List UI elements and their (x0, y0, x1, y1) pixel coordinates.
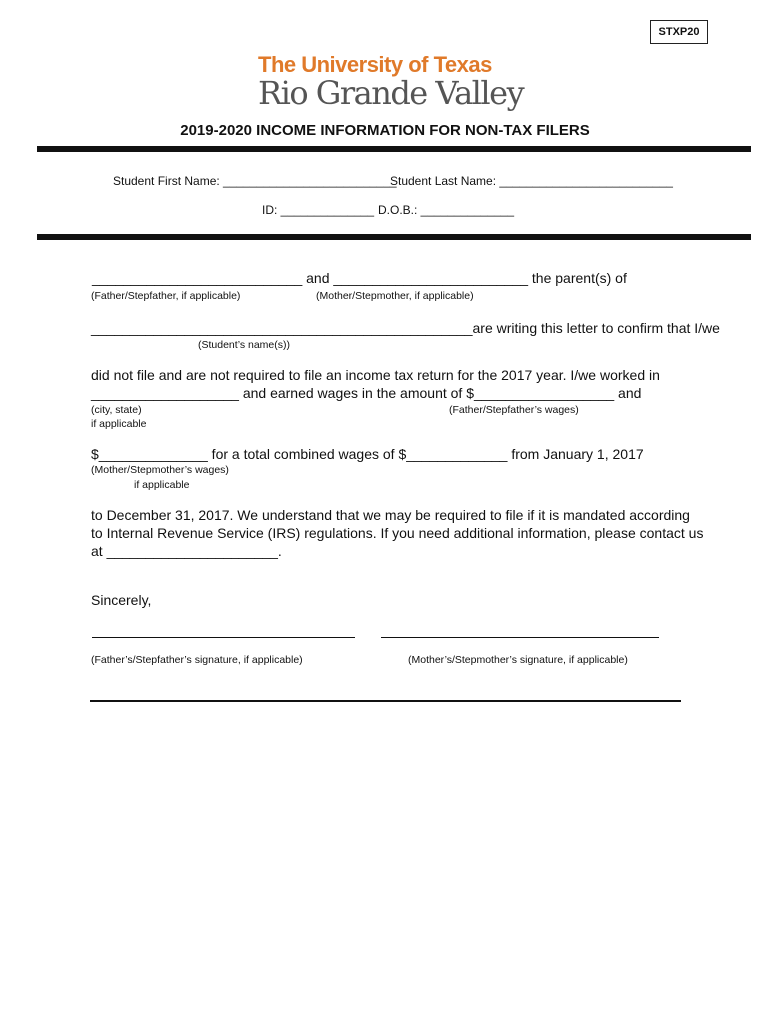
page-title: 2019-2020 INCOME INFORMATION FOR NON-TAX FILERS (180, 122, 590, 139)
father-label: (Father/Stepfather, if applicable) (91, 290, 241, 302)
student-dob-field[interactable]: D.O.B.: ______________ (378, 203, 515, 217)
city-state-label: (city, state) (91, 404, 142, 416)
student-first-name-field[interactable]: Student First Name: __________________________ (113, 174, 397, 188)
body-line-6: to December 31, 2017. We understand that we may be required to file if it is mandated according (91, 507, 690, 523)
mother-signature-label: (Mother’s/Stepmother’s signature, if applicable) (408, 654, 628, 666)
contact-line[interactable]: at ______________________. (91, 543, 282, 559)
student-id-field[interactable]: ID: ______________ (262, 203, 375, 217)
student-name-line[interactable]: _________________________________________________are writing this letter to confirm that I/we (91, 320, 720, 336)
body-line-3: did not file and are not required to file an income tax return for the 2017 year. I/we worked in (91, 367, 660, 383)
father-signature-label: (Father’s/Stepfather’s signature, if applicable) (91, 654, 303, 666)
student-name-label: (Student’s name(s)) (198, 339, 291, 351)
footer-rule (90, 700, 681, 702)
if-applicable-label-1: if applicable (91, 418, 147, 430)
father-wages-label: (Father/Stepfather’s wages) (449, 404, 579, 416)
body-line-7: to Internal Revenue Service (IRS) regulations. If you need additional information, please contact us (91, 525, 704, 541)
closing-sincerely: Sincerely, (91, 592, 152, 608)
header-divider-top (37, 146, 751, 152)
form-code-box: STXP20 (650, 20, 708, 44)
mother-wages-total-line[interactable]: $______________ for a total combined wages of $_____________ from January 1, 2017 (91, 446, 644, 462)
parents-names-line[interactable]: ___________________________ and _________________________ the parent(s) of (92, 270, 627, 286)
mother-signature-line[interactable] (381, 637, 659, 638)
if-applicable-label-2: if applicable (134, 479, 190, 491)
mother-wages-label: (Mother/Stepmother’s wages) (91, 464, 229, 476)
header-divider-bottom (37, 234, 751, 240)
work-location-wages-line[interactable]: ___________________ and earned wages in the amount of $__________________ and (91, 385, 642, 401)
logo-line-2: Rio Grande Valley (258, 74, 524, 112)
father-signature-line[interactable] (92, 637, 355, 638)
mother-label: (Mother/Stepmother, if applicable) (316, 290, 474, 302)
logo-line-1: The University of Texas (258, 52, 492, 77)
student-last-name-field[interactable]: Student Last Name: __________________________ (390, 174, 673, 188)
